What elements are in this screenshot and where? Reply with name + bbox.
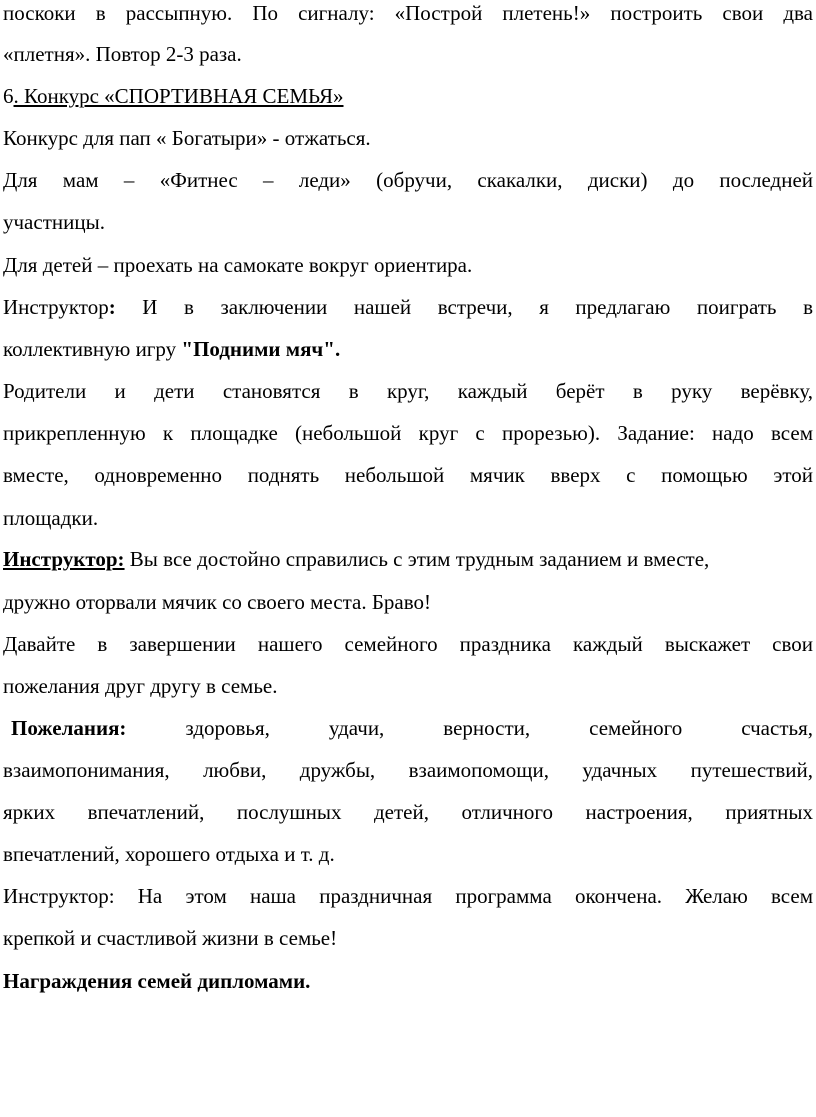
paragraph-line: пожелания друг другу в семье. [3,674,278,698]
instructor-label: Инструктор [3,295,109,319]
paragraph-line: ярких впечатлений, послушных детей, отличного настроения, приятных [3,800,813,824]
paragraph-line: площадки. [3,506,99,530]
paragraph-line: «плетня». Повтор 2-3 раза. [3,42,242,66]
instructor-line [3,547,813,571]
instructor-text: И в заключении нашей встречи, я предлагаю поиграть в [115,295,813,319]
contest-title: . Конкурс «СПОРТИВНАЯ СЕМЬЯ» [13,84,344,108]
instructor-text: Вы все достойно справились с этим трудным заданием и вместе, [124,547,710,571]
contest-heading [3,84,813,108]
instructor-label: Инструктор: [3,547,125,571]
paragraph-line: впечатлений, хорошего отдыха и т. д. [3,842,335,866]
paragraph-line: Конкурс для пап « Богатыри» - отжаться. [3,126,371,150]
paragraph-line: Для детей – проехать на самокате вокруг ориентира. [3,253,473,277]
paragraph-line: крепкой и счастливой жизни в семье! [3,926,338,950]
paragraph-line: дружно оторвали мячик со своего места. Браво! [3,590,431,614]
paragraph-line: Давайте в завершении нашего семейного праздника каждый выскажет свои [3,632,813,656]
closing-line: Награждения семей дипломами. [3,969,311,993]
paragraph-line: Родители и дети становятся в круг, каждый берёт в руку верёвку, [3,379,813,403]
paragraph-line: прикрепленную к площадке (небольшой круг с прорезью). Задание: надо всем [3,421,813,445]
wishes-line [3,716,813,740]
wishes-text: здоровья, удачи, верности, семейного счастья, [126,716,813,740]
paragraph-line: Для мам – «Фитнес – леди» (обручи, скакалки, диски) до последней [3,168,813,192]
game-line [3,337,813,361]
paragraph-line: Инструктор: На этом наша праздничная программа окончена. Желаю всем [3,884,813,908]
wishes-label: Пожелания: [11,716,127,740]
paragraph-line: участницы. [3,210,105,234]
paragraph-line: поскоки в рассыпную. По сигналу: «Построй плетень!» построить свои два [3,1,813,25]
paragraph-line: взаимопонимания, любви, дружбы, взаимопомощи, удачных путешествий, [3,758,813,782]
contest-number: 6 [3,84,14,108]
paragraph-line: вместе, одновременно поднять небольшой мячик вверх с помощью этой [3,463,813,487]
game-intro: коллективную игру [3,337,182,361]
instructor-colon: : [108,295,116,319]
instructor-line [3,295,813,319]
game-name: "Подними мяч". [181,337,341,361]
